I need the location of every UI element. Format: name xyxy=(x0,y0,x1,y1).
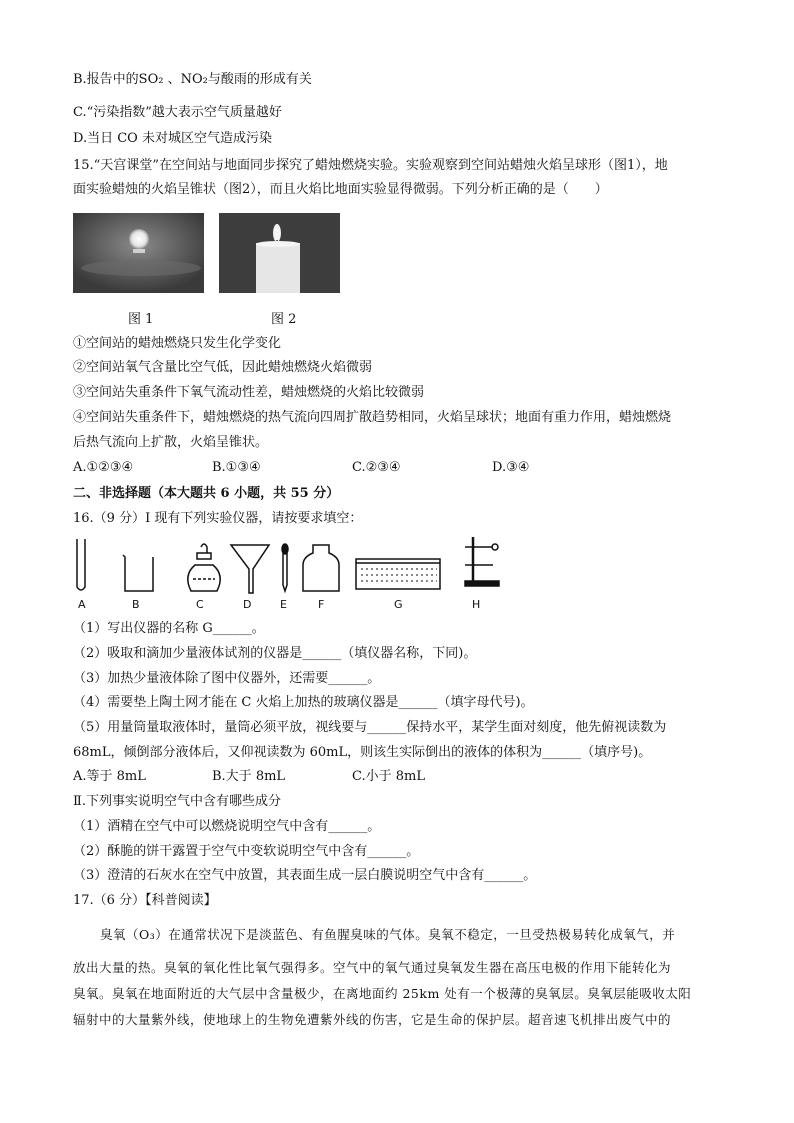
figure-1-photo xyxy=(73,213,204,293)
statement-4a: ④空间站失重条件下，蜡烛燃烧的热气流向四周扩散趋势相同，火焰呈球状；地面有重力作用，蜡烛燃烧 xyxy=(73,410,672,425)
reading-line-2: 放出大量的热。臭氧的氧化性比氧气强得多。空气中的氧气通过臭氧发生器在高压电极的作用下能转化为 xyxy=(73,960,672,975)
q15-option-c: C.②③④ xyxy=(352,460,401,475)
q16-2: （2）吸取和滴加少量液体试剂的仪器是______（填仪器名称，下同)。 xyxy=(73,646,477,661)
label-h: H xyxy=(472,598,481,611)
q16-option-a: A.等于 8mL xyxy=(73,769,146,784)
q15-stem-1: 15.“天宫课堂”在空间站与地面同步探究了蜡烛燃烧实验。实验观察到空间站蜡烛火焰呈球形（图1），地 xyxy=(73,158,668,173)
q17-stem: 17.（6 分）【科普阅读】 xyxy=(73,893,217,908)
statement-2: ②空间站氧气含量比空气低，因此蜡烛燃烧火焰微弱 xyxy=(73,360,373,375)
label-g: G xyxy=(394,598,403,611)
label-c: C xyxy=(196,598,204,611)
label-f: F xyxy=(318,598,325,611)
q16-part-ii: Ⅱ.下列事实说明空气中含有哪些成分 xyxy=(73,794,281,809)
q16-4: （4）需要垫上陶土网才能在 C 火焰上加热的玻璃仪器是______（填字母代号)。 xyxy=(73,695,534,710)
q15-stem-2: 面实验蜡烛的火焰呈锥状（图2），而且火焰比地面实验显得微弱。下列分析正确的是（ ） xyxy=(73,182,608,197)
q16-1: （1）写出仪器的名称 G______。 xyxy=(73,621,265,636)
figure-2-caption: 图 2 xyxy=(271,312,297,327)
option-c-line: C.“污染指数”越大表示空气质量越好 xyxy=(73,105,282,120)
label-b: B xyxy=(132,598,140,611)
q15-option-a: A.①②③④ xyxy=(73,460,134,475)
label-d: D xyxy=(243,598,252,611)
q15-option-b: B.①③④ xyxy=(212,460,261,475)
option-b-line: B.报告中的SO₂ 、NO₂与酸雨的形成有关 xyxy=(73,72,312,87)
q16-option-b: B.大于 8mL xyxy=(212,769,286,784)
option-d-line: D.当日 CO 未对城区空气造成污染 xyxy=(73,131,272,146)
statement-3: ③空间站失重条件下氧气流动性差，蜡烛燃烧的火焰比较微弱 xyxy=(73,385,425,400)
q16-stem: 16.（9 分）Ⅰ 现有下列实验仪器，请按要求填空： xyxy=(73,511,363,526)
reading-line-1: 臭氧（O₃）在通常状况下是淡蓝色、有鱼腥臭味的气体。臭氧不稳定，一旦受热极易转化成氧气，并 xyxy=(100,927,676,942)
label-e: E xyxy=(280,598,287,611)
figure-1-caption: 图 1 xyxy=(128,312,154,327)
reading-line-4: 辐射中的大量紫外线，使地球上的生物免遭紫外线的伤害，它是生命的保护层。超音速飞机排出废气中的 xyxy=(73,1012,672,1027)
apparatus-figure xyxy=(73,535,513,597)
q16-5a: （5）用量筒量取液体时，量筒必须平放，视线要与______保持水平，某学生面对刻度，他先俯视读数为 xyxy=(73,720,667,735)
q15-option-d: D.③④ xyxy=(492,460,530,475)
q16-3: （3）加热少量液体除了图中仪器外，还需要______。 xyxy=(73,671,381,686)
figure-2-photo xyxy=(219,213,340,293)
label-a: A xyxy=(78,598,86,611)
q16-ii-1: （1）酒精在空气中可以燃烧说明空气中含有______。 xyxy=(73,819,381,834)
q16-5b: 68mL，倾倒部分液体后，又仰视读数为 60mL，则该生实际倒出的液体的体积为______（填序号)。 xyxy=(73,745,652,760)
reading-line-3: 臭氧。臭氧在地面附近的大气层中含量极少，在离地面约 25km 处有一个极薄的臭氧层。臭氧层能吸收太阳 xyxy=(73,986,692,1001)
q16-ii-3: （3）澄清的石灰水在空气中放置，其表面生成一层白膜说明空气中含有______。 xyxy=(73,868,537,883)
section-2-heading: 二、非选择题（本大题共 6 小题，共 55 分） xyxy=(73,486,340,501)
q16-option-c: C.小于 8mL xyxy=(352,769,425,784)
q16-ii-2: （2）酥脆的饼干露置于空气中变软说明空气中含有______。 xyxy=(73,844,420,859)
statement-4b: 后热气流向上扩散，火焰呈锥状。 xyxy=(73,435,269,450)
statement-1: ①空间站的蜡烛燃烧只发生化学变化 xyxy=(73,336,282,351)
